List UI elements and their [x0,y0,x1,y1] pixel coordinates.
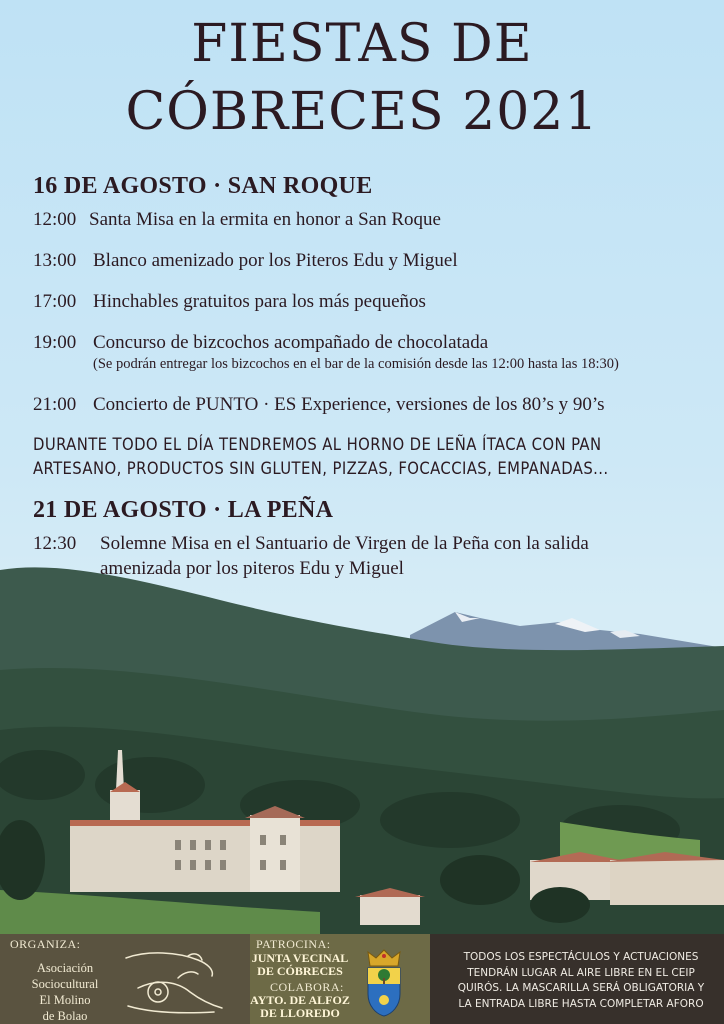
organizer-name-line: Asociación [36,961,94,975]
event-row [33,209,441,231]
event-text: Solemne Misa en el Santuario de Virgen de la Peña con la salida [100,533,589,554]
event-time: 12:00 [33,209,77,230]
landscape-photo [0,560,724,934]
organizer-name-line: Sociocultural [31,977,99,991]
mill-logo-icon [118,948,238,1020]
colabora-label: COLABORA: [270,980,344,994]
event-row [33,332,488,354]
poster-title-line1: FIESTAS DE [191,14,533,74]
event-text: Concurso de bizcochos acompañado de chocolatada [93,332,489,353]
event-time: 17:00 [33,291,77,312]
patrocina-name-line: DE CÓBRECES [257,964,343,978]
colabora-name [250,994,350,1020]
event-row [33,394,605,416]
info-line: TENDRÁN LUGAR AL AIRE LIBRE EN EL CEIP [467,966,695,979]
footer-sponsors [250,934,430,1024]
event-text: Santa Misa en la ermita en honor a San Roque [89,209,441,230]
colabora-name-line: AYTO. DE ALFOZ [250,993,350,1007]
event-text-continuation: amenizada por los piteros Edu y Miguel [100,558,404,579]
event-text: Blanco amenizado por los Piteros Edu y Miguel [93,250,458,271]
organizer-name-line: El Molino [39,993,91,1007]
event-note: (Se podrán entregar los bizcochos en el bar de la comisión desde las 12:00 hasta las 18:30) [93,356,619,372]
event-text: Hinchables gratuitos para los más pequeños [93,291,426,312]
event-row [33,533,589,555]
banner-line2: ARTESANO, PRODUCTOS SIN GLUTEN, PIZZAS, FOCACCIAS, EMPANADAS... [33,459,609,478]
day2-heading: 21 DE AGOSTO · LA PEÑA [33,497,334,523]
organizer-name-line: de Bolao [42,1009,88,1023]
patrocina-label: PATROCINA: [256,937,331,951]
footer-info-text [446,950,716,1012]
poster-title-line2: CÓBRECES 2021 [125,82,599,142]
info-line: LA ENTRADA LIBRE HASTA COMPLETAR AFORO [458,997,704,1010]
patrocina-name [250,952,350,978]
banner-line1: DURANTE TODO EL DÍA TENDREMOS AL HORNO DE LEÑA ÍTACA CON PAN [33,435,602,454]
organizer-name [0,960,130,1024]
info-line: TODOS LOS ESPECTÁCULOS Y ACTUACIONES [463,951,699,963]
event-time: 13:00 [33,250,77,271]
organiza-label: ORGANIZA: [10,937,81,951]
footer-info [430,934,724,1024]
event-row [33,291,426,313]
event-time: 19:00 [33,332,77,353]
event-time: 21:00 [33,394,77,415]
info-line: QUIRÓS. LA MASCARILLA SERÁ OBLIGATORIA Y [457,982,705,994]
day1-heading: 16 DE AGOSTO · SAN ROQUE [33,173,373,199]
coat-of-arms-icon [362,948,406,1018]
patrocina-name-line: JUNTA VECINAL [251,951,349,965]
bakery-banner [33,433,713,481]
event-time: 12:30 [33,533,77,554]
event-text: Concierto de PUNTO · ES Experience, versiones de los 80’s y 90’s [93,394,605,415]
footer [0,934,724,1024]
footer-organiza [0,934,250,1024]
event-row [33,250,458,272]
colabora-name-line: DE LLOREDO [260,1006,340,1020]
